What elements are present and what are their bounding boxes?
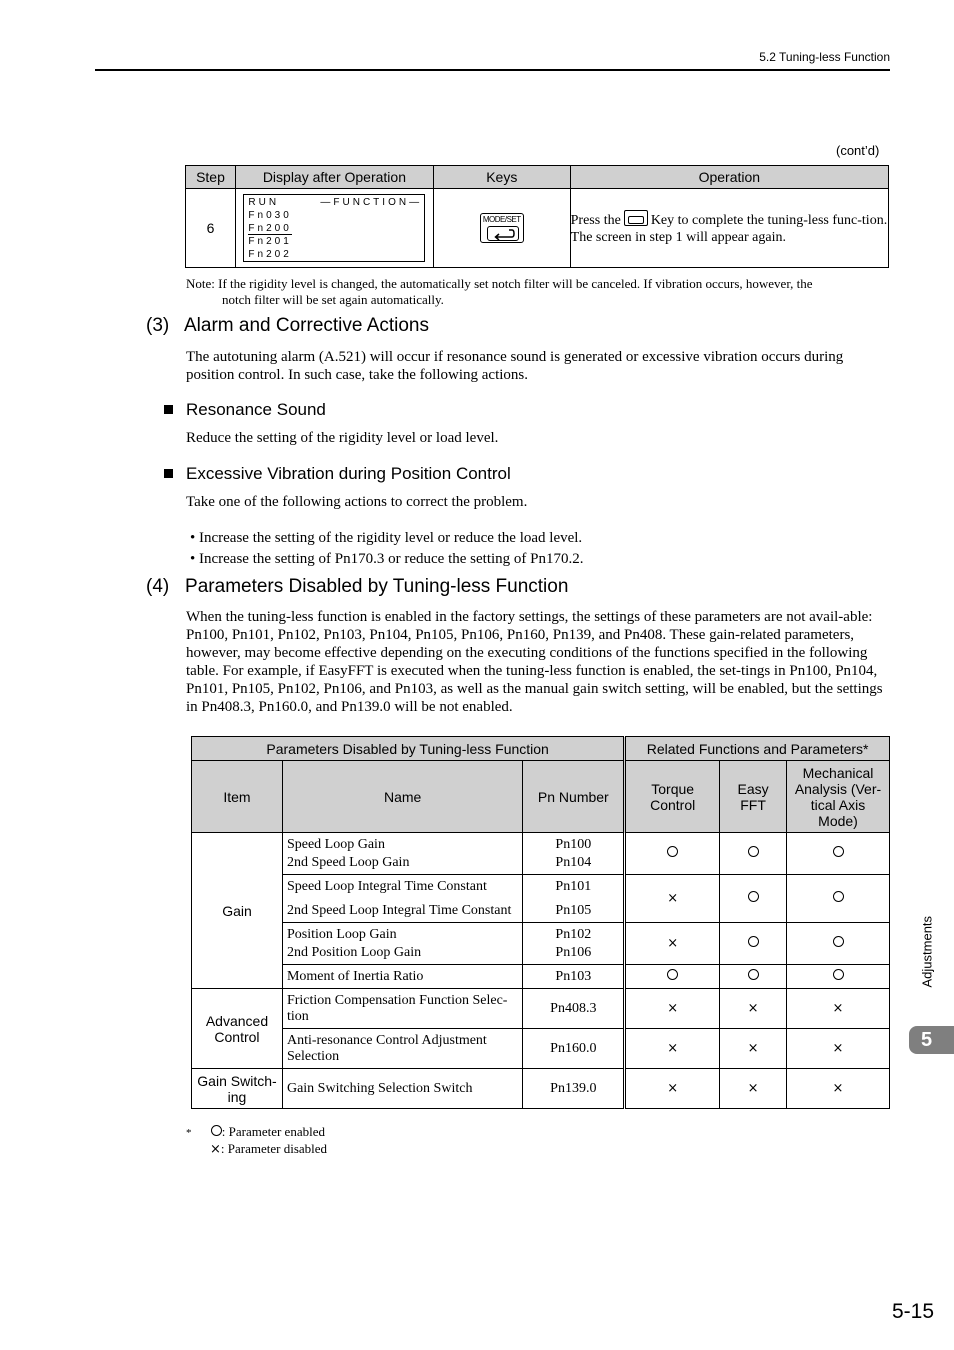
vibration-body: Take one of the following actions to correct the problem. <box>186 494 528 510</box>
cross-icon: × <box>747 1080 759 1096</box>
col-step: Step <box>186 166 236 189</box>
table-row: Gain Speed Loop Gain 2nd Speed Loop Gain Pn100 Pn104 <box>192 833 890 875</box>
col-mechanical-analysis: Mechanical Analysis (Ver-tical Axis Mode) <box>787 761 890 833</box>
parameter-table <box>191 736 890 1109</box>
col-torque-control: Torque Control <box>625 761 720 833</box>
footnote-disabled: ×: Parameter disabled <box>210 1141 328 1157</box>
circle-icon <box>833 846 844 857</box>
footnote-enabled: * : Parameter enabled <box>186 1124 325 1139</box>
continued-label: (cont’d) <box>836 143 880 158</box>
display-line-run: RUN <box>248 197 280 208</box>
display-cell <box>235 189 433 268</box>
table-row: Anti-resonance Control Adjustment Selection Pn160.0 × × × <box>192 1029 890 1069</box>
col-item: Item <box>192 761 283 833</box>
display-line-fn202: Fn202 <box>248 249 292 260</box>
circle-icon <box>833 969 844 980</box>
chapter-tab: 5 <box>909 1026 954 1054</box>
table-row: Position Loop Gain 2nd Position Loop Gain Pn102 Pn106 × <box>192 923 890 965</box>
step-table <box>185 165 889 268</box>
cross-icon: × <box>832 1040 844 1056</box>
col-display: Display after Operation <box>235 166 433 189</box>
item-gain-switching: Gain Switch-ing <box>192 1069 283 1109</box>
operator-display <box>243 194 425 262</box>
cross-icon: × <box>667 935 679 951</box>
step-number: 6 <box>186 189 236 268</box>
cross-icon: × <box>667 890 679 906</box>
square-bullet-icon <box>164 405 173 414</box>
cross-icon: × <box>832 1080 844 1096</box>
circle-icon <box>748 846 759 857</box>
table-row <box>186 189 889 268</box>
operation-cell: Press the Key to complete the tuning-less func-tion. The screen in step 1 will appear again. <box>570 189 888 268</box>
cross-icon: × <box>210 1142 221 1157</box>
running-header: 5.2 Tuning-less Function <box>759 50 890 64</box>
display-line-function: —FUNCTION— <box>320 197 423 208</box>
group-header-related: Related Functions and Parameters* <box>625 737 890 761</box>
display-line-fn200: Fn200 <box>248 223 292 234</box>
list-item: • Increase the setting of Pn170.3 or reduce the setting of Pn170.2. <box>190 551 584 567</box>
circle-icon <box>833 891 844 902</box>
mode-set-key-inline-icon <box>624 210 648 226</box>
chapter-side-label: Adjustments <box>919 915 935 988</box>
cross-icon: × <box>747 1000 759 1016</box>
col-pn-number: Pn Number <box>523 761 625 833</box>
circle-icon <box>667 969 678 980</box>
circle-icon <box>211 1125 222 1136</box>
col-operation: Operation <box>570 166 888 189</box>
item-gain: Gain <box>192 833 283 989</box>
cross-icon: × <box>667 1000 679 1016</box>
col-keys: Keys <box>433 166 570 189</box>
subsection-resonance: Resonance Sound <box>164 400 326 420</box>
header-rule <box>95 69 890 71</box>
item-advanced-control: Advanced Control <box>192 989 283 1069</box>
section-3-body: The autotuning alarm (A.521) will occur if resonance sound is generated or excessive vibration occurs during position control. In such case, take the following actions. <box>186 349 844 383</box>
table-row: Speed Loop Integral Time Constant 2nd Speed Loop Integral Time Constant Pn101 Pn105 × <box>192 875 890 923</box>
return-arrow-icon <box>487 226 519 241</box>
cross-icon: × <box>667 1080 679 1096</box>
col-easy-fft: Easy FFT <box>720 761 787 833</box>
page-number: 5-15 <box>892 1300 935 1323</box>
list-item: • Increase the setting of the rigidity level or reduce the load level. <box>190 530 583 546</box>
cross-icon: × <box>832 1000 844 1016</box>
resonance-body: Reduce the setting of the rigidity level or load level. <box>186 430 499 446</box>
circle-icon <box>748 969 759 980</box>
square-bullet-icon <box>164 469 173 478</box>
group-header-disabled: Parameters Disabled by Tuning-less Function <box>192 737 625 761</box>
mode-set-key-icon <box>480 213 524 243</box>
circle-icon <box>667 846 678 857</box>
display-line-fn030: Fn030 <box>248 210 292 221</box>
circle-icon <box>833 936 844 947</box>
cross-icon: × <box>667 1040 679 1056</box>
keys-cell <box>433 189 570 268</box>
cross-icon: × <box>747 1040 759 1056</box>
subsection-vibration: Excessive Vibration during Position Control <box>164 464 511 484</box>
table-note: Note: If the rigidity level is changed, the automatically set notch filter will be canceled. If vibration occurs, however, the notch filter will be set again automatically. <box>186 276 813 307</box>
section-4-body: When the tuning-less function is enabled in the factory settings, the settings of these parameters are not avail-able: Pn100, Pn101, Pn102, Pn103, Pn104, Pn105, Pn106, Pn160, Pn139, and Pn408. These gain-related parameters, however, may become effective depending on the executing conditions of the functions specified in the following table. For example, if EasyFFT is executed when the tuning-less function is enabled, the set-tings in Pn100, Pn104, Pn101, Pn105, Pn102, Pn106, and Pn103, as well as the manual gain switch setting, will be enabled, but the settings in Pn408.3, Pn160.0, and Pn139.0 will be not enabled. <box>186 609 883 715</box>
col-name: Name <box>282 761 522 833</box>
key-label: MODE/SET <box>482 215 521 224</box>
section-3-title: (3) Alarm and Corrective Actions <box>146 315 429 336</box>
circle-icon <box>748 936 759 947</box>
section-4-title: (4) Parameters Disabled by Tuning-less Function <box>146 576 569 597</box>
table-row: Gain Switch-ing Gain Switching Selection Switch Pn139.0 × × × <box>192 1069 890 1109</box>
display-line-fn201: Fn201 <box>248 236 292 247</box>
table-row: Advanced Control Friction Compensation Function Selec-tion Pn408.3 × × × <box>192 989 890 1029</box>
table-row: Moment of Inertia Ratio Pn103 <box>192 965 890 989</box>
circle-icon <box>748 891 759 902</box>
